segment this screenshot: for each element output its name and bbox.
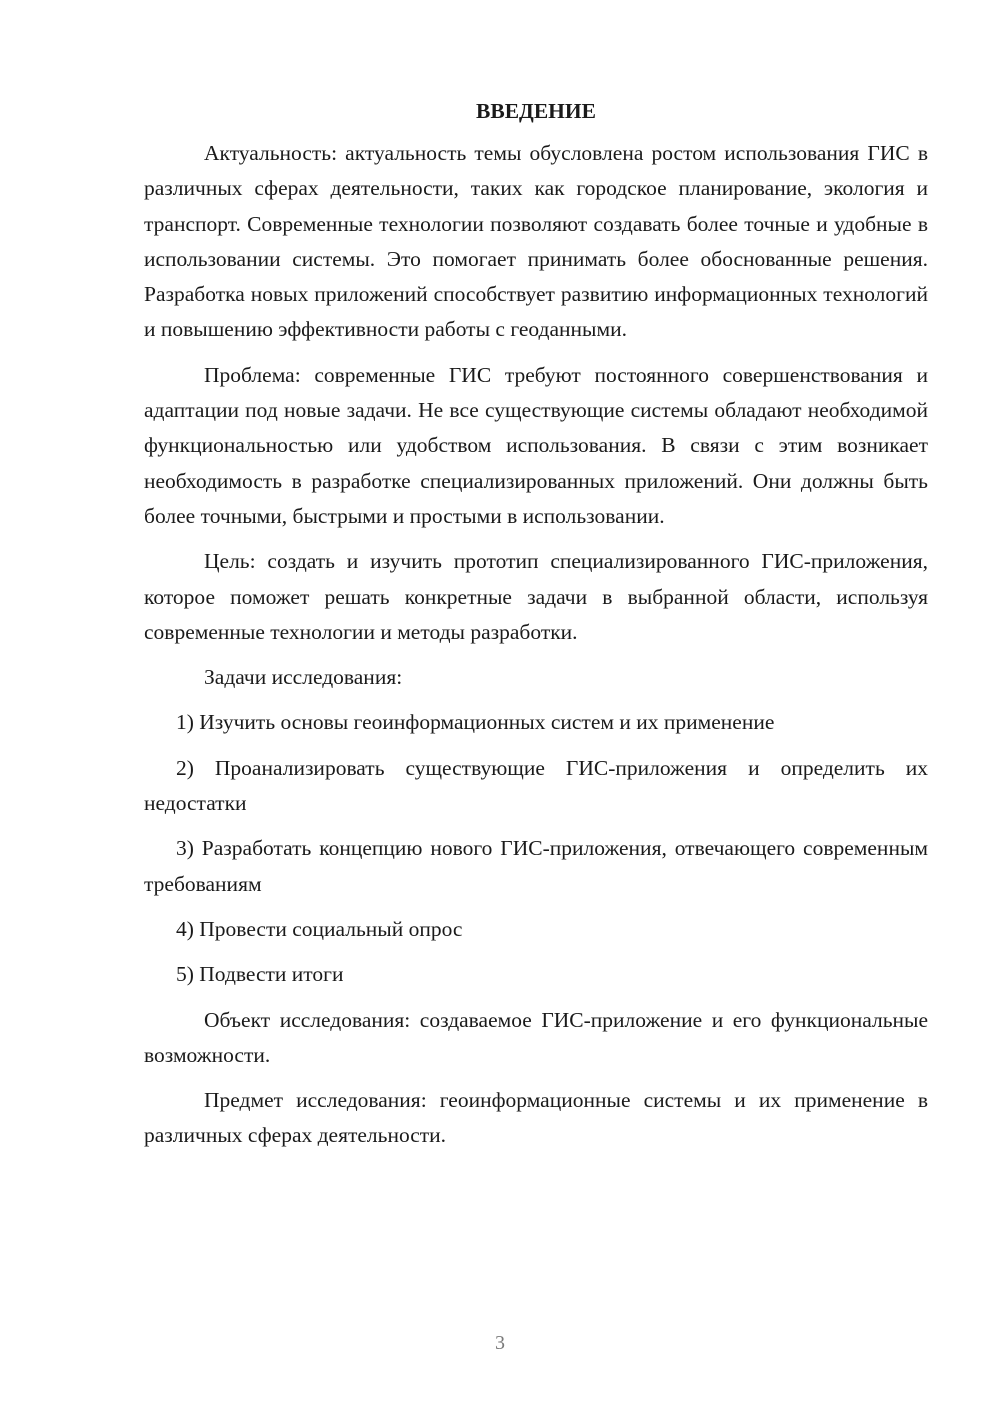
list-item-task-3: 3) Разработать концепцию нового ГИС-приложения, отвечающего современным требованиям [144, 836, 928, 896]
paragraph-object: Объект исследования: создаваемое ГИС-приложение и его функциональные возможности. [144, 1007, 928, 1067]
page-title: ВВЕДЕНИЕ [476, 99, 596, 123]
list-item-task-5: 5) Подвести итоги [176, 962, 344, 987]
paragraph-goal: Цель: создать и изучить прототип специализированного ГИС-приложения, которое поможет решать конкретные задачи в выбранной области, используя современные технологии и методы разработки. [144, 549, 928, 644]
paragraph-problem: Проблема: современные ГИС требуют постоянного совершенствования и адаптации под новые задачи. Не все существующие системы обладают необходимой функциональностью или удобством использования. В связи с этим возникает необходимость в разработке специализированных приложений. Они должны быть более точными, быстрыми и простыми в использовании. [144, 362, 928, 528]
list-item-task-2: 2) Проанализировать существующие ГИС-приложения и определить их недостатки [144, 755, 928, 816]
page-number: 3 [495, 1332, 505, 1354]
list-item-task-4: 4) Провести социальный опрос [176, 916, 463, 941]
paragraph-relevance: Актуальность: актуальность темы обусловлена ростом использования ГИС в различных сферах деятельности, таких как городское планирование, экология и транспорт. Современные технологии позволяют создавать более точные и удобные в использовании системы. Это помогает принимать более обоснованные решения. Разработка новых приложений способствует развитию информационных технологий и повышению эффективности работы с геоданными. [144, 141, 928, 342]
list-item-task-1: 1) Изучить основы геоинформационных систем и их применение [176, 710, 775, 735]
page-body [144, 96, 928, 1164]
tasks-heading: Задачи исследования: [204, 665, 403, 690]
paragraph-subject: Предмет исследования: геоинформационные системы и их применение в различных сферах деятельности. [144, 1088, 928, 1148]
